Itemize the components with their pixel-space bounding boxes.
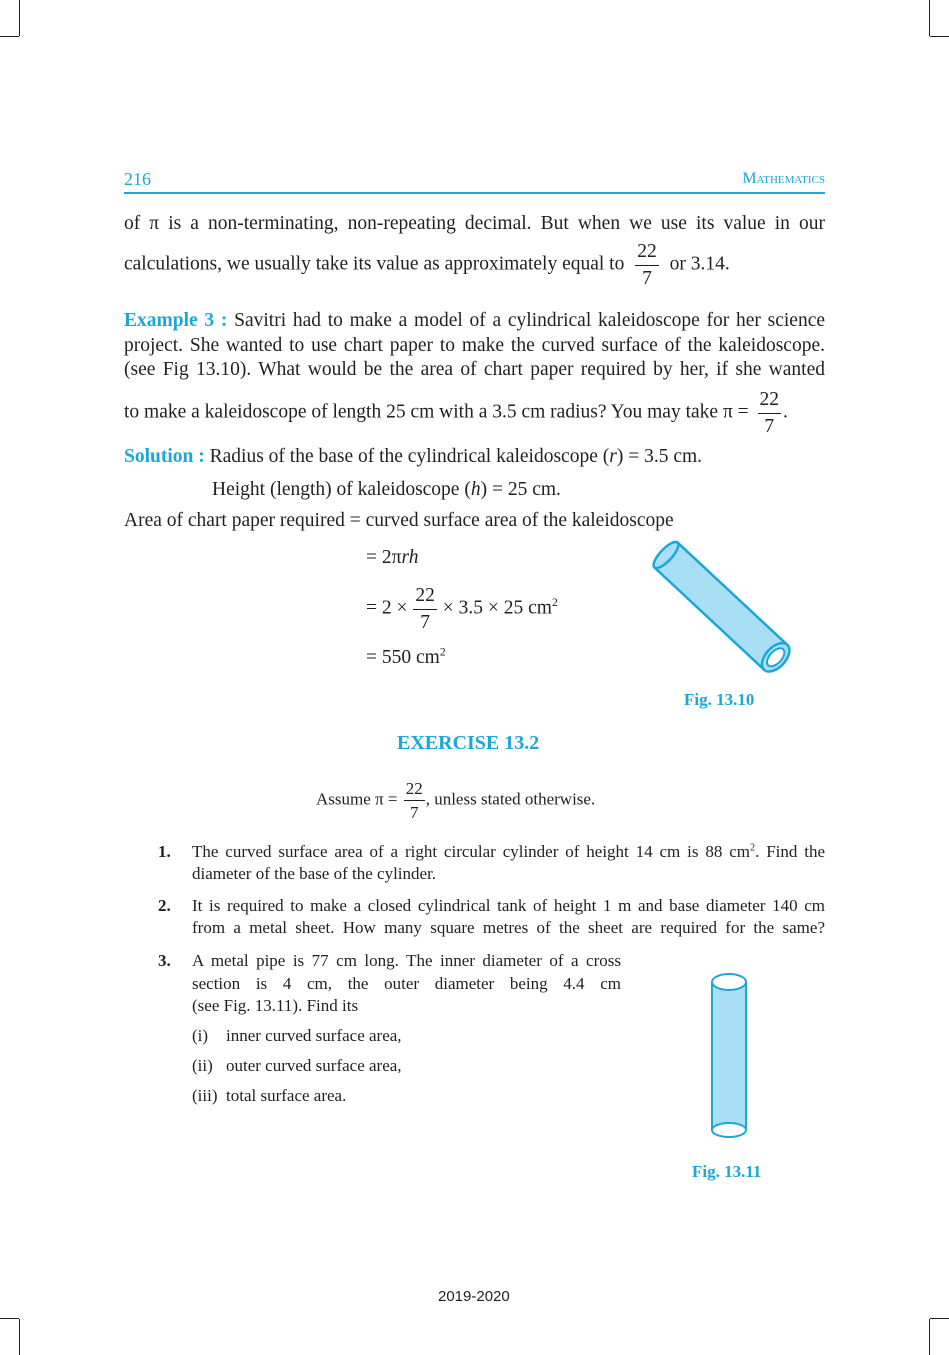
- intro-text-end: or 3.14.: [669, 253, 730, 275]
- sub-item-text: inner curved surface area,: [226, 1026, 402, 1045]
- example-line-4: [124, 390, 788, 436]
- example-label: Example 3 :: [124, 310, 228, 331]
- crop-mark: [929, 0, 930, 36]
- intro-line-1: of π is a non-terminating, non-repeating decimal. But when we use its value in our: [124, 213, 825, 234]
- question-text: The curved surface area of a right circular cylinder of height 14 cm is 88 cm: [192, 842, 750, 861]
- footer-year: 2019-2020: [438, 1288, 510, 1305]
- crop-mark: [19, 0, 20, 36]
- figure-caption: Fig. 13.10: [684, 690, 755, 709]
- kaleidoscope-figure: [640, 535, 800, 685]
- solution-line-2: [212, 479, 561, 501]
- question-1-line-2: diameter of the base of the cylinder.: [192, 864, 437, 883]
- assume-text: , unless stated otherwise.: [425, 789, 596, 809]
- step-text: = 550 cm: [366, 647, 440, 668]
- sub-item-number: (i): [192, 1026, 209, 1045]
- fraction-22-7: [635, 242, 659, 288]
- intro-text: calculations, we usually take its value as approximately equal to: [124, 253, 625, 275]
- superscript: 2: [551, 595, 558, 609]
- fraction-22-7: [413, 586, 437, 632]
- solution-text: Radius of the base of the cylindrical kaleidoscope (: [209, 446, 610, 467]
- fraction-numerator: 22: [404, 780, 425, 801]
- solution-step-1: [366, 547, 418, 569]
- fraction-22-7: [758, 390, 782, 436]
- question-text: . Find the: [755, 842, 826, 861]
- question-number: 1.: [158, 842, 171, 861]
- example-line-1: [124, 310, 825, 332]
- sub-item-number: (ii): [192, 1056, 213, 1075]
- sub-item-number: (iii): [192, 1086, 218, 1105]
- question-number: 3.: [158, 951, 171, 970]
- variable-rh: rh: [401, 547, 419, 568]
- question-2-line-1: It is required to make a closed cylindrical tank of height 1 m and base diameter 140 cm: [192, 896, 825, 915]
- question-number: 2.: [158, 896, 171, 915]
- assume-text: Assume π =: [316, 789, 398, 809]
- fraction-denominator: 7: [642, 267, 652, 289]
- variable-h: h: [470, 479, 481, 500]
- crop-mark: [930, 36, 949, 37]
- superscript: 2: [749, 842, 756, 854]
- fraction-numerator: 22: [635, 242, 659, 266]
- page-number: 216: [124, 169, 151, 189]
- question-3-line-2: section is 4 cm, the outer diameter being 4.4 cm: [192, 974, 621, 993]
- sub-item-text: outer curved surface area,: [226, 1056, 402, 1075]
- fraction-denominator: 7: [764, 415, 775, 437]
- fraction-denominator: 7: [420, 611, 430, 633]
- solution-text: ) = 3.5 cm.: [616, 446, 703, 467]
- exercise-title: EXERCISE 13.2: [397, 732, 540, 754]
- solution-label: Solution :: [124, 446, 205, 467]
- question-1-line-1: [192, 842, 825, 862]
- solution-text: ) = 25 cm.: [480, 479, 561, 500]
- solution-line-1: [124, 446, 702, 468]
- step-text: × 3.5 × 25 cm: [442, 597, 552, 619]
- header-rule: [124, 192, 825, 194]
- step-text: = 2π: [366, 547, 402, 568]
- pipe-figure: [705, 966, 755, 1146]
- solution-step-3: [366, 647, 446, 669]
- example-line-3: (see Fig 13.10). What would be the area of chart paper required by her, if she wanted: [124, 359, 825, 380]
- question-3-line-3: (see Fig. 13.11). Find its: [192, 996, 359, 1015]
- cylinder-tilted: [650, 538, 795, 676]
- crop-mark: [929, 1319, 930, 1355]
- fraction-denominator: 7: [409, 803, 419, 822]
- fraction-numerator: 22: [758, 390, 782, 414]
- solution-line-3: Area of chart paper required = curved surface area of the kaleidoscope: [124, 510, 674, 531]
- solution-text: Height (length) of kaleidoscope (: [212, 479, 471, 500]
- fraction-numerator: 22: [413, 586, 437, 610]
- question-2-line-2: from a metal sheet. How many square metres of the sheet are required for the same?: [192, 918, 825, 937]
- variable-r: r: [609, 446, 617, 467]
- crop-mark: [0, 36, 19, 37]
- crop-mark: [930, 1318, 949, 1319]
- crop-mark: [19, 1319, 20, 1355]
- step-text: = 2 ×: [366, 597, 408, 619]
- example-line-2: project. She wanted to use chart paper to make the curved surface of the kaleidoscope.: [124, 335, 825, 356]
- figure-caption: Fig. 13.11: [692, 1162, 762, 1181]
- question-3-line-1: A metal pipe is 77 cm long. The inner diameter of a cross: [192, 951, 621, 970]
- example-text: Savitri had to make a model of a cylindrical kaleidoscope for her science: [234, 310, 826, 331]
- fraction-22-7: [404, 780, 425, 821]
- crop-mark: [0, 1318, 19, 1319]
- example-text: to make a kaleidoscope of length 25 cm with a 3.5 cm radius? You may take π =: [124, 401, 749, 423]
- superscript: 2: [439, 645, 446, 659]
- solution-step-2: [366, 586, 558, 632]
- exercise-assumption: [316, 780, 595, 821]
- example-period: .: [783, 401, 788, 423]
- sub-item-text: total surface area.: [226, 1086, 347, 1105]
- intro-line-2: [124, 242, 730, 288]
- running-head: Mathematics: [742, 170, 825, 187]
